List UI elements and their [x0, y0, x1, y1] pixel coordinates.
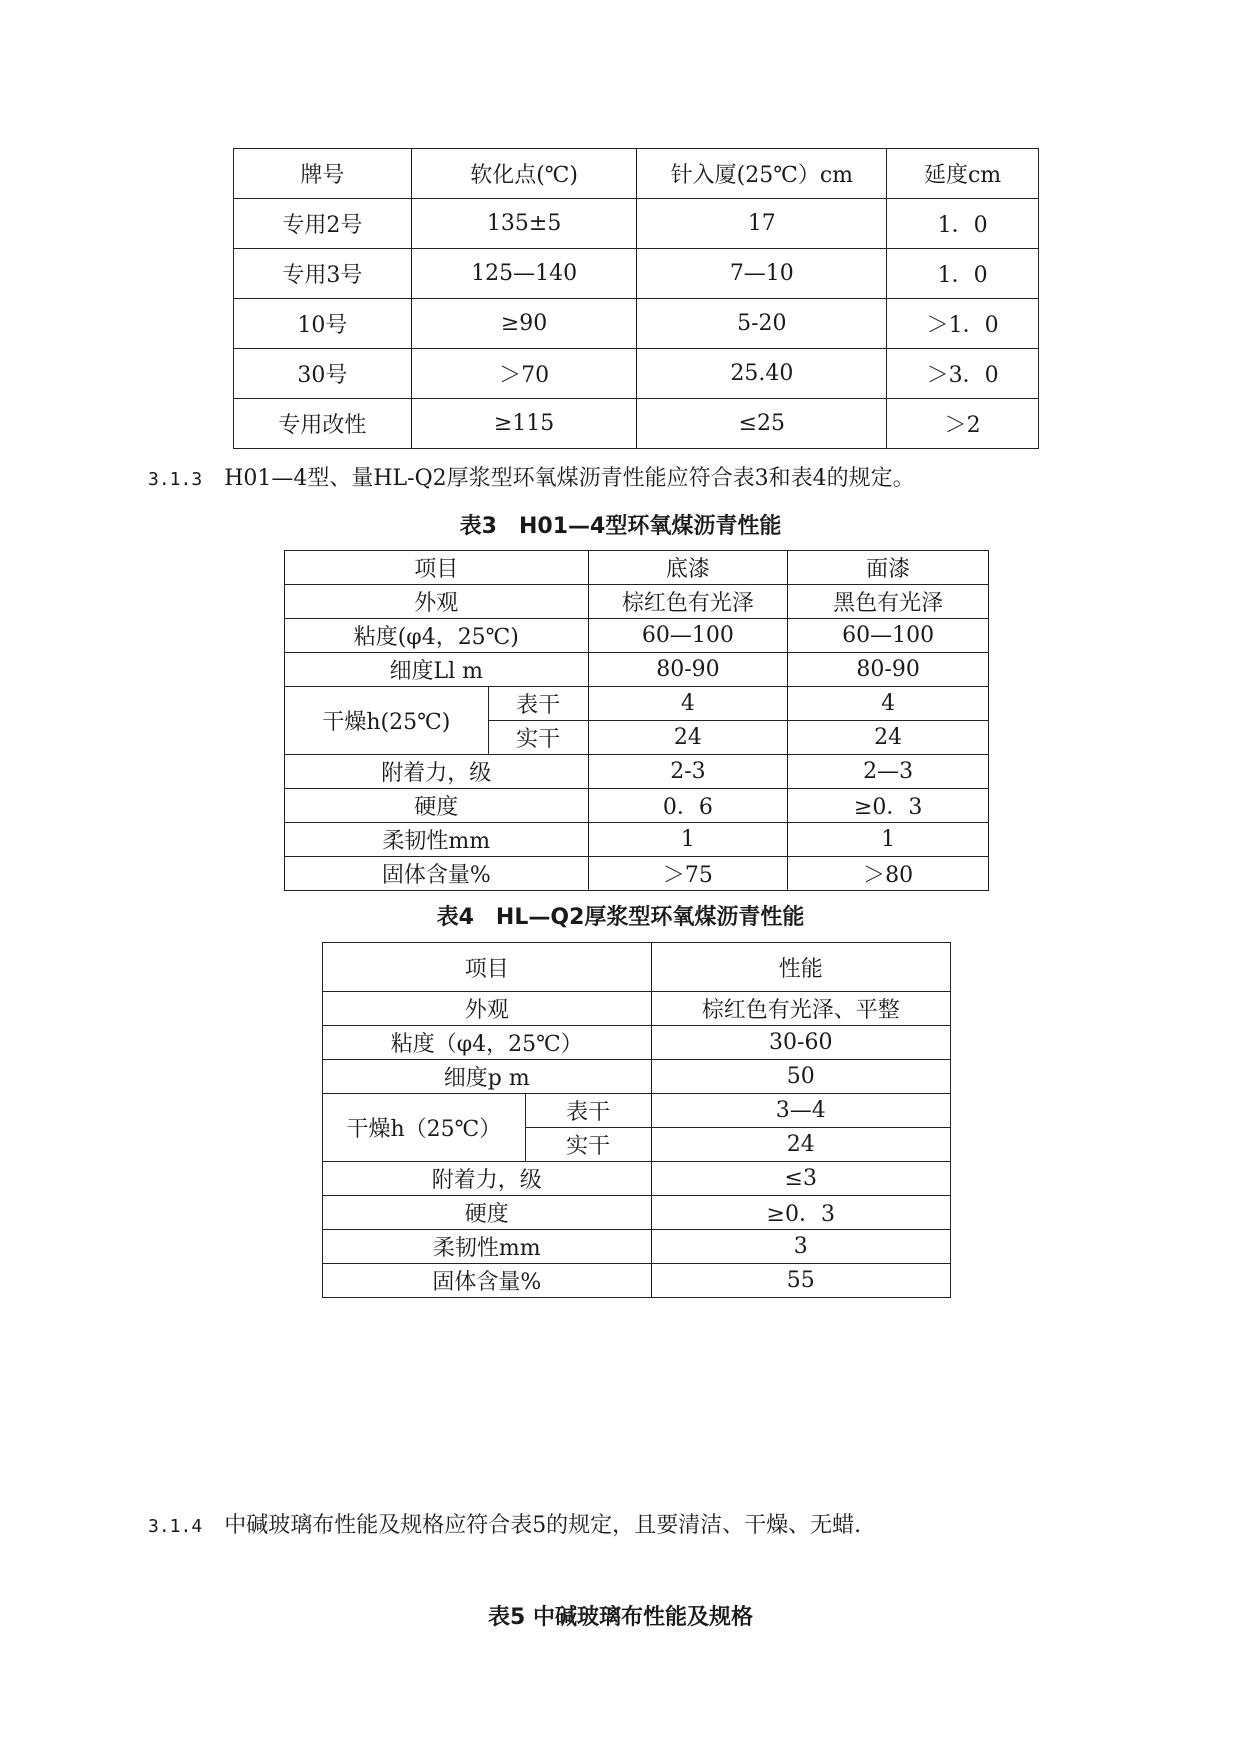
table-row	[285, 653, 989, 687]
table-row	[323, 1230, 951, 1264]
row-label: 细度Ll m	[285, 653, 589, 687]
table-row	[323, 992, 951, 1026]
table-cell: ＞2	[887, 399, 1039, 449]
header-cell: 面漆	[788, 551, 989, 585]
table-cell: 135±5	[411, 199, 637, 249]
table3-caption: 表3 H01—4型环氧煤沥青性能	[459, 514, 782, 539]
table-cell: ≥90	[411, 299, 637, 349]
table-cell: 60—100	[588, 619, 788, 653]
table-cell: ≥0．3	[651, 1196, 950, 1230]
table-cell: 1	[588, 823, 788, 857]
hl-q2-performance-table	[322, 942, 951, 1298]
table-cell: 5-20	[637, 299, 887, 349]
row-label: 粘度(φ4，25℃)	[285, 619, 589, 653]
table-header-row	[234, 149, 1039, 199]
table-row	[234, 199, 1039, 249]
table-row	[285, 687, 989, 721]
table-row	[323, 1060, 951, 1094]
row-label: 硬度	[323, 1196, 652, 1230]
table-cell: 1	[788, 823, 989, 857]
row-label: 外观	[323, 992, 652, 1026]
section-text: H01—4型、量HL-Q2厚浆型环氧煤沥青性能应符合表3和表4的规定。	[224, 466, 915, 491]
section-3-1-4-paragraph	[148, 1508, 861, 1539]
table-cell: ＞75	[588, 857, 788, 891]
header-cell: 性能	[651, 943, 950, 992]
table-cell: ≥0．3	[788, 789, 989, 823]
table-row	[323, 1026, 951, 1060]
section-number: 3.1.3	[148, 469, 203, 490]
table-row	[285, 823, 989, 857]
row-label: 干燥h(25℃)	[285, 687, 489, 755]
table-row	[285, 619, 989, 653]
asphalt-grade-table	[233, 148, 1039, 449]
row-label: 附着力，级	[323, 1162, 652, 1196]
table-cell: 17	[637, 199, 887, 249]
table-cell: 55	[651, 1264, 950, 1298]
table-cell: 50	[651, 1060, 950, 1094]
row-label: 附着力，级	[285, 755, 589, 789]
header-cell: 牌号	[234, 149, 412, 199]
table-row	[323, 1162, 951, 1196]
table-cell: 4	[588, 687, 788, 721]
table-cell: 25.40	[637, 349, 887, 399]
table-cell: 2-3	[588, 755, 788, 789]
table-cell: 24	[588, 721, 788, 755]
table4-caption: 表4 HL—Q2厚浆型环氧煤沥青性能	[436, 905, 805, 930]
row-label: 干燥h（25℃）	[323, 1094, 526, 1162]
table-cell: 0．6	[588, 789, 788, 823]
table-cell: 3	[651, 1230, 950, 1264]
row-label: 外观	[285, 585, 589, 619]
table5-caption: 表5 中碱玻璃布性能及规格	[488, 1605, 753, 1630]
table-cell: 3—4	[651, 1094, 950, 1128]
header-cell: 针入厦(25℃）cm	[637, 149, 887, 199]
row-label: 硬度	[285, 789, 589, 823]
header-cell: 软化点(℃)	[411, 149, 637, 199]
row-label: 粘度（φ4，25℃）	[323, 1026, 652, 1060]
table-cell: 专用2号	[234, 199, 412, 249]
table-cell: ≤3	[651, 1162, 950, 1196]
table-row	[285, 755, 989, 789]
table-row	[234, 349, 1039, 399]
table-cell: ＞1．0	[887, 299, 1039, 349]
section-3-1-3-paragraph	[148, 461, 915, 492]
sub-label: 实干	[525, 1128, 651, 1162]
row-label: 柔韧性mm	[285, 823, 589, 857]
sub-label: 表干	[488, 687, 588, 721]
table-row	[234, 399, 1039, 449]
table-row	[323, 1094, 951, 1128]
table-cell: ≥115	[411, 399, 637, 449]
table-cell: 24	[788, 721, 989, 755]
header-cell: 延度cm	[887, 149, 1039, 199]
table-row	[234, 299, 1039, 349]
table-cell: 黑色有光泽	[788, 585, 989, 619]
section-text: 中碱玻璃布性能及规格应符合表5的规定，且要清洁、干燥、无蜡.	[224, 1513, 862, 1538]
table-cell: ＞3．0	[887, 349, 1039, 399]
row-label: 固体含量%	[323, 1264, 652, 1298]
table-header-row	[285, 551, 989, 585]
table-cell: 专用3号	[234, 249, 412, 299]
sub-label: 表干	[525, 1094, 651, 1128]
table-row	[234, 249, 1039, 299]
table-cell: 30-60	[651, 1026, 950, 1060]
sub-label: 实干	[488, 721, 588, 755]
table-cell: 125—140	[411, 249, 637, 299]
table-cell: 24	[651, 1128, 950, 1162]
table-cell: 30号	[234, 349, 412, 399]
section-number: 3.1.4	[148, 1516, 203, 1537]
table-row	[285, 789, 989, 823]
table-row	[323, 1264, 951, 1298]
table-cell: ＞80	[788, 857, 989, 891]
table-cell: 80-90	[788, 653, 989, 687]
table-cell: 棕红色有光泽、平整	[651, 992, 950, 1026]
row-label: 细度p m	[323, 1060, 652, 1094]
table-cell: 7—10	[637, 249, 887, 299]
table-row	[285, 857, 989, 891]
table-cell: 1．0	[887, 249, 1039, 299]
table-cell: 10号	[234, 299, 412, 349]
table-cell: 1．0	[887, 199, 1039, 249]
header-cell: 底漆	[588, 551, 788, 585]
row-label: 固体含量%	[285, 857, 589, 891]
table-row	[285, 585, 989, 619]
table-cell: 2—3	[788, 755, 989, 789]
table-cell: 专用改性	[234, 399, 412, 449]
table-cell: ＞70	[411, 349, 637, 399]
table-row	[323, 1196, 951, 1230]
h01-4-performance-table	[284, 550, 989, 891]
table-header-row	[323, 943, 951, 992]
table-cell: 4	[788, 687, 989, 721]
header-cell: 项目	[323, 943, 652, 992]
header-cell: 项目	[285, 551, 589, 585]
table-cell: 80-90	[588, 653, 788, 687]
row-label: 柔韧性mm	[323, 1230, 652, 1264]
table-cell: ≤25	[637, 399, 887, 449]
table-cell: 棕红色有光泽	[588, 585, 788, 619]
table-cell: 60—100	[788, 619, 989, 653]
